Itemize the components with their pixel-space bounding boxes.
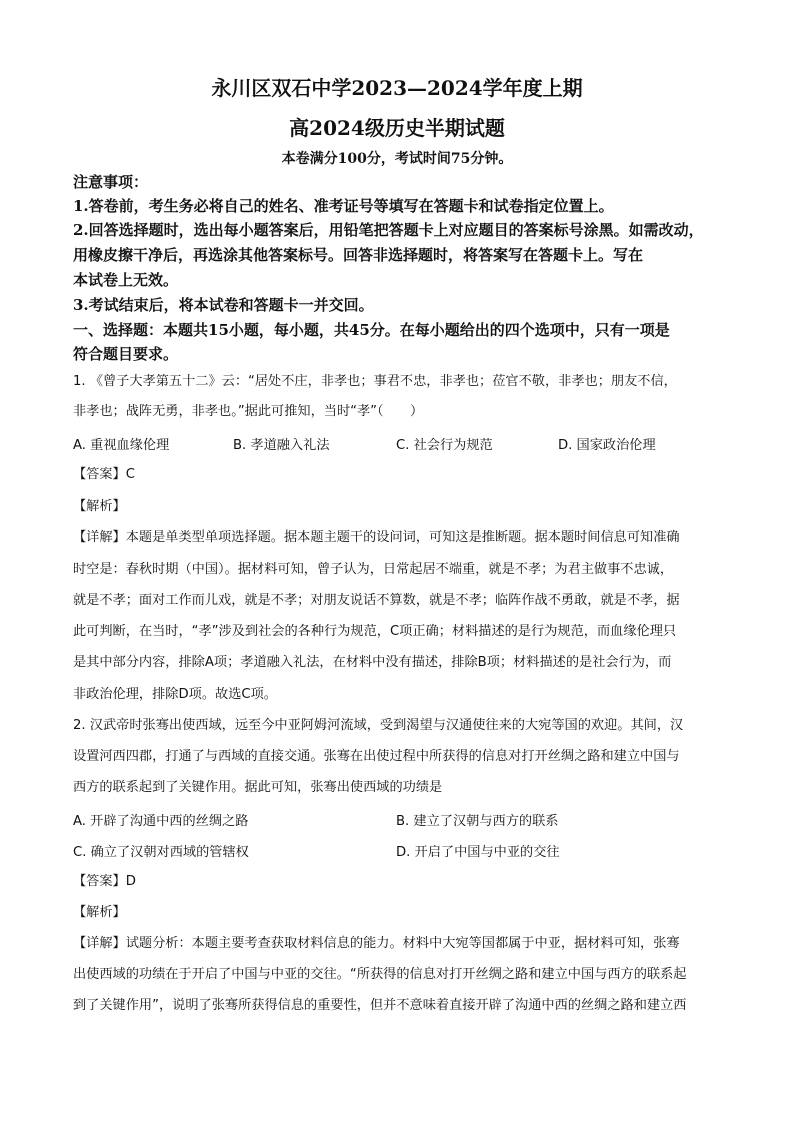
exam-subtitle: 本卷满分100分，考试时间75分钟。 — [281, 151, 513, 167]
q1-detail-line: 非政治伦理，排除D项。故选C项。 — [73, 687, 277, 702]
section-heading-a: 一、选择题：本题共15小题，每小题，共45分。在每小题给出的四个选项中，只有一项是 — [73, 321, 670, 339]
q1-detail-line: 此可判断，在当时，“孝”涉及到社会的各种行为规范，C项正确；材料描述的是行为规范，而血缘伦理只 — [73, 624, 677, 639]
exam-title-line2: 高2024级历史半期试题 — [289, 116, 505, 140]
notice-line-3: 3.考试结束后，将本试卷和答题卡一并交回。 — [73, 296, 374, 314]
q1-analysis-label: 【解析】 — [73, 499, 126, 514]
q1-detail-line: 是其中部分内容，排除A项；孝道融入礼法，在材料中没有描述，排除B项；材料描述的是社会行为，而 — [73, 655, 672, 670]
q2-stem-line: 2. 汉武帝时张骞出使西域，远至今中亚阿姆河流域，受到渴望与汉通使往来的大宛等国的欢迎。其间，汉 — [73, 718, 684, 733]
notice-heading: 注意事项： — [73, 173, 149, 191]
notice-line-2c: 本试卷上无效。 — [73, 271, 179, 289]
q1-option-d: D. 国家政治伦理 — [558, 438, 656, 453]
q1-option-c: C. 社会行为规范 — [396, 438, 493, 453]
q1-stem-a: 1. 《曾子大孝第五十二》云：“居处不庄，非孝也；事君不忠，非孝也；莅官不敬，非孝也；朋友不信， — [73, 374, 677, 389]
q1-stem-b: 非孝也；战阵无勇，非孝也。”据此可推知，当时“孝”（ ） — [73, 404, 424, 419]
q2-detail-line: 出使西域的功绩在于开启了中国与中亚的交往。“所获得的信息对打开丝绸之路和建立中国与西方的联系起 — [73, 967, 687, 982]
q1-option-a: A. 重视血缘伦理 — [73, 438, 170, 453]
q1-detail-line: 就是不孝；面对工作而儿戏，就是不孝；对朋友说话不算数，就是不孝；临阵作战不勇敢，就是不孝，据 — [73, 593, 680, 608]
q2-analysis-label: 【解析】 — [73, 905, 126, 920]
exam-title-line1: 永川区双石中学2023—2024学年度上期 — [211, 76, 583, 100]
q1-option-b: B. 孝道融入礼法 — [233, 438, 330, 453]
notice-line-2b: 用橡皮擦干净后，再选涂其他答案标号。回答非选择题时，将答案写在答题卡上。写在 — [73, 246, 644, 264]
q2-detail-line: 到了关键作用”，说明了张骞所获得信息的重要性，但并不意味着直接开辟了沟通中西的丝绸之路和建立西 — [73, 998, 687, 1013]
q1-detail-line: 【详解】本题是单类型单项选择题。据本题主题干的设问词，可知这是推断题。据本题时间信息可知准确 — [73, 530, 680, 545]
q1-detail-line: 时空是：春秋时期（中国）。据材料可知，曾子认为，日常起居不端重，就是不孝；为君主做事不忠诚， — [73, 562, 674, 577]
q2-option-b: B. 建立了汉朝与西方的联系 — [396, 814, 559, 829]
q2-option-a: A. 开辟了沟通中西的丝绸之路 — [73, 814, 249, 829]
notice-line-2a: 2.回答选择题时，选出每小题答案后，用铅笔把答题卡上对应题目的答案标号涂黑。如需改动， — [73, 221, 704, 239]
q2-stem-line: 设置河西四郡，打通了与西域的直接交通。张骞在出使过程中所获得的信息对打开丝绸之路和建立中国与 — [73, 749, 680, 764]
q2-stem-line: 西方的联系起到了关键作用。据此可知，张骞出使西域的功绩是 — [73, 780, 443, 795]
q2-option-c: C. 确立了汉朝对西域的管辖权 — [73, 845, 249, 860]
q2-answer: 【答案】D — [73, 874, 136, 889]
q2-detail-line: 【详解】试题分析：本题主要考查获取材料信息的能力。材料中大宛等国都属于中亚，据材料可知，张骞 — [73, 936, 680, 951]
notice-line-1: 1.答卷前，考生务必将自己的姓名、准考证号等填写在答题卡和试卷指定位置上。 — [73, 197, 614, 215]
section-heading-b: 符合题目要求。 — [73, 345, 179, 363]
q2-option-d: D. 开启了中国与中亚的交往 — [396, 845, 560, 860]
q1-answer: 【答案】C — [73, 467, 135, 482]
